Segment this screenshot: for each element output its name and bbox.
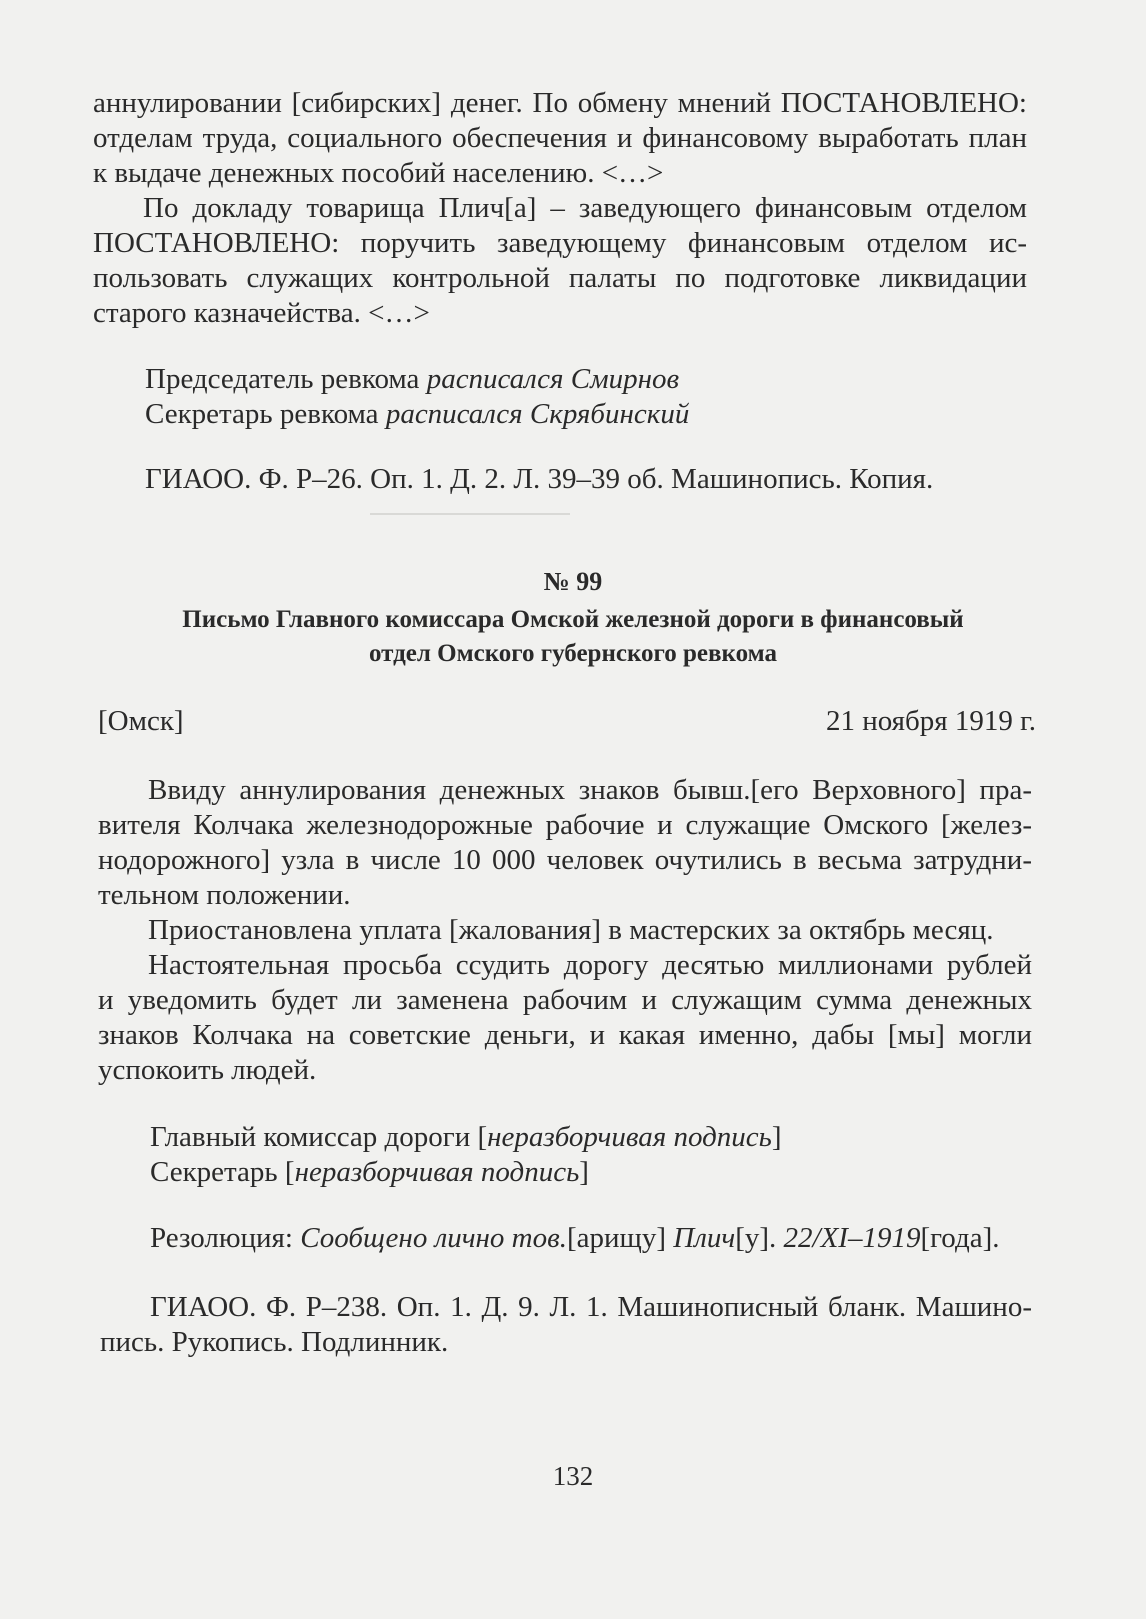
- paragraph-line: тельном положении.: [98, 879, 351, 911]
- resolution: [150, 1221, 1000, 1256]
- paragraph-line: Приостановлена уплата [жалования] в мастерских за октябрь месяц.: [148, 914, 994, 946]
- document-title: Письмо Главного комиссара Омской железной дороги в финансовый: [182, 606, 964, 633]
- paragraph-line: отделам труда, социального обеспечения и финансовому выработать план: [93, 122, 1027, 154]
- paragraph-line: к выдаче денежных пособий населению. <…>: [93, 157, 664, 189]
- paragraph-line: вителя Колчака железнодорожные рабочие и служащие Омского [желез-: [98, 809, 1032, 841]
- page-number: 132: [552, 1461, 594, 1491]
- paragraph-line: успокоить людей.: [98, 1054, 317, 1086]
- signature-chairman: [145, 362, 679, 397]
- paragraph-line: старого казначейства. <…>: [93, 297, 430, 329]
- signature-secretary: [150, 1155, 589, 1190]
- paragraph-line: нодорожного] узла в числе 10 000 человек очутились в весьма затрудни-: [98, 844, 1032, 876]
- archival-source: пись. Рукопись. Подлинник.: [100, 1326, 449, 1358]
- paragraph-line: и уведомить будет ли заменена рабочим и служащим сумма денежных: [98, 984, 1032, 1016]
- signature-illegible: неразборчивая подпись: [487, 1121, 772, 1153]
- resolution-text: Плич: [673, 1222, 736, 1254]
- signature-label: Главный комиссар дороги [: [150, 1121, 488, 1153]
- paragraph-line: По докладу товарища Плич[а] – заведующего финансовым отделом: [143, 192, 1027, 224]
- resolution-text: [года].: [920, 1222, 1000, 1254]
- paragraph-line: ПОСТАНОВЛЕНО: поручить заведующему финансовым отделом ис-: [93, 227, 1027, 259]
- signature-name: расписался Смирнов: [426, 363, 680, 395]
- paragraph-line: аннулировании [сибирских] денег. По обмену мнений ПОСТАНОВЛЕНО:: [93, 87, 1027, 119]
- resolution-date: 22/XI–1919: [783, 1222, 921, 1254]
- signature-label: Секретарь [: [150, 1156, 295, 1188]
- resolution-text: [арищу]: [566, 1222, 674, 1254]
- paragraph-line: знаков Колчака на советские деньги, и какая именно, дабы [мы] могли: [98, 1019, 1032, 1051]
- paragraph-line: Настоятельная просьба ссудить дорогу десятью миллионами рублей: [148, 949, 1032, 981]
- signature-label: Председатель ревкома: [145, 363, 427, 395]
- document-number: № 99: [543, 567, 603, 596]
- resolution-text: Сообщено лично тов.: [300, 1222, 567, 1254]
- resolution-label: Резолюция:: [150, 1222, 301, 1254]
- document-date: 21 ноября 1919 г.: [825, 705, 1036, 737]
- paragraph-line: Ввиду аннулирования денежных знаков бывш.[его Верховного] пра-: [148, 774, 1032, 806]
- resolution-text: [у].: [735, 1222, 784, 1254]
- archival-source: ГИАОО. Ф. Р–26. Оп. 1. Д. 2. Л. 39–39 об. Машинопись. Копия.: [145, 463, 934, 495]
- bracket: ]: [579, 1156, 589, 1188]
- signature-name: расписался Скрябинский: [385, 398, 690, 430]
- paragraph-line: пользовать служащих контрольной палаты по подготовке ликвидации: [93, 262, 1027, 294]
- document-title: отдел Омского губернского ревкома: [369, 640, 777, 667]
- archival-source: ГИАОО. Ф. Р–238. Оп. 1. Д. 9. Л. 1. Машинописный бланк. Машино-: [150, 1291, 1032, 1323]
- signature-label: Секретарь ревкома: [145, 398, 386, 430]
- scan-artifact-line: [370, 513, 570, 515]
- signature-illegible: неразборчивая подпись: [294, 1156, 580, 1188]
- document-place: [Омск]: [98, 705, 184, 737]
- bracket: ]: [771, 1121, 782, 1153]
- signature-commissar: [150, 1120, 782, 1155]
- signature-secretary: [145, 397, 689, 432]
